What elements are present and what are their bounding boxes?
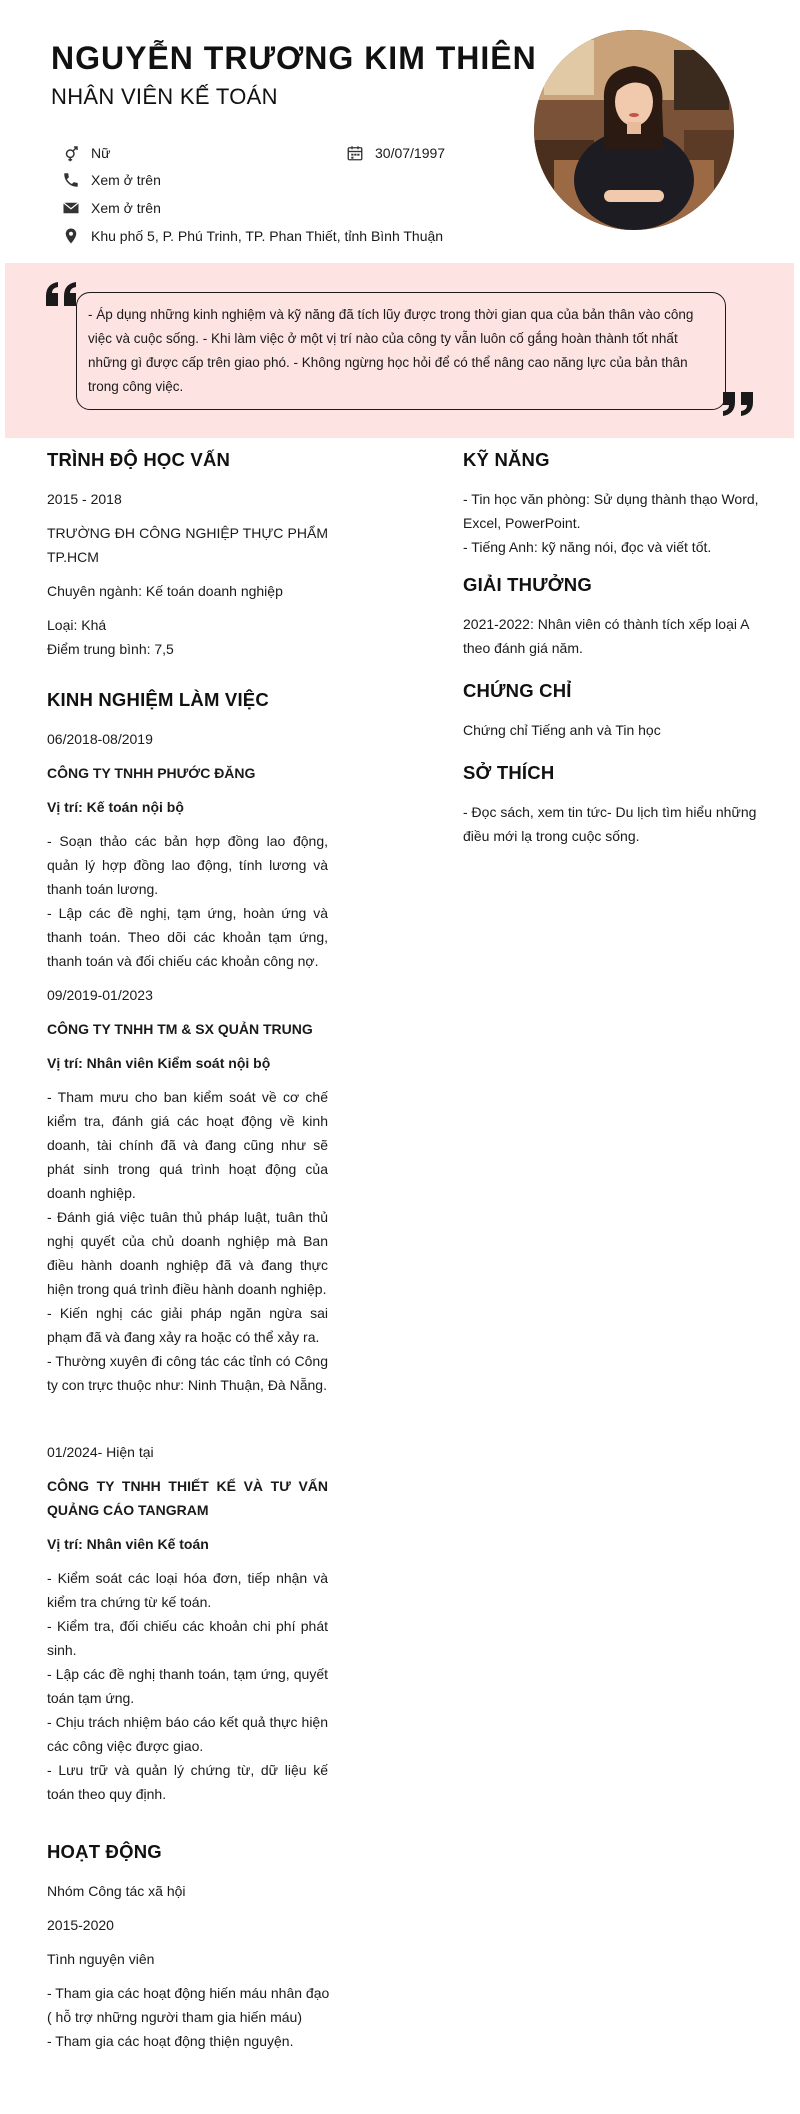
job-1-company: CÔNG TY TNHH PHƯỚC ĐĂNG: [47, 765, 256, 781]
job-2-duties: - Tham mưu cho ban kiểm soát về cơ chế kiểm tra, đánh giá các hoạt động về kinh doanh, tài chính đã và đang cũng như sẽ phát sinh trong quá trình hoạt động của doanh nghiệp. - Đánh giá việc tuân thủ pháp luật, tuân thủ nghị quyết của chủ doanh nghiệp mà Ban điều hành doanh nghiệp đã và đang thực hiện trong quá trình điều hành doanh nghiệp. - Kiến nghị các giải pháp ngăn ngừa sai phạm đã và đang xảy ra hoặc có thể xảy ra. - Thường xuyên đi công tác các tỉnh có Công ty con trực thuộc như: Ninh Thuận, Đà Nẵng.: [47, 1089, 328, 1393]
job-title: NHÂN VIÊN KẾ TOÁN: [51, 84, 278, 109]
hobbies-heading: SỞ THÍCH: [463, 762, 555, 783]
candidate-name: NGUYỄN TRƯƠNG KIM THIÊN: [51, 40, 537, 76]
activities-org: Nhóm Công tác xã hội: [47, 1883, 186, 1899]
phone-value: Xem ở trên: [91, 172, 161, 188]
job-2-position: Vị trí: Nhân viên Kiểm soát nội bộ: [47, 1055, 271, 1071]
education-period: 2015 - 2018: [47, 491, 122, 507]
education-gpa: Điểm trung bình: 7,5: [47, 641, 174, 657]
job-1-period: 06/2018-08/2019: [47, 731, 153, 747]
activities-details: - Tham gia các hoạt động hiến máu nhân đạo ( hỗ trợ những người tham gia hiến máu) - Tham gia các hoạt động thiện nguyện.: [47, 1985, 330, 2049]
skills-heading: KỸ NĂNG: [463, 449, 550, 470]
info-address: [60, 226, 443, 246]
phone-icon: [60, 170, 82, 190]
gender-icon: [60, 143, 82, 163]
activities-heading: HOẠT ĐỘNG: [47, 1841, 162, 1862]
avatar: [534, 30, 734, 230]
certificates-heading: CHỨNG CHỈ: [463, 680, 572, 701]
address-value: Khu phố 5, P. Phú Trinh, TP. Phan Thiết, tỉnh Bình Thuận: [91, 228, 444, 244]
info-birthday: [344, 143, 445, 163]
hobbies-text: - Đọc sách, xem tin tức- Du lịch tìm hiểu những điều mới lạ trong cuộc sống.: [463, 804, 757, 844]
location-icon: [60, 226, 82, 246]
skills-text: - Tin học văn phòng: Sử dụng thành thạo Word, Excel, PowerPoint. - Tiếng Anh: kỹ năng nói, đọc và viết tốt.: [463, 491, 759, 555]
info-gender: [60, 143, 110, 163]
quote-close-icon: [719, 390, 755, 418]
certificates-text: Chứng chỉ Tiếng anh và Tin học: [463, 722, 661, 738]
cv-header: [0, 0, 800, 262]
activities-role: Tình nguyện viên: [47, 1951, 155, 1967]
avatar-photo: [534, 30, 734, 230]
job-2-company: CÔNG TY TNHH TM & SX QUẢN TRUNG: [47, 1021, 313, 1037]
education-rank: Loại: Khá: [47, 617, 107, 633]
education-heading: TRÌNH ĐỘ HỌC VẤN: [47, 449, 231, 470]
info-phone: [60, 170, 161, 190]
experience-heading: KINH NGHIỆM LÀM VIỆC: [47, 689, 269, 710]
job-3-company: CÔNG TY TNHH THIẾT KẾ VÀ TƯ VẤN QUẢNG CÁO TANGRAM: [47, 1478, 328, 1518]
education-school: TRƯỜNG ĐH CÔNG NGHIỆP THỰC PHẨM TP.HCM: [47, 525, 328, 565]
awards-heading: GIẢI THƯỞNG: [463, 574, 592, 595]
activities-period: 2015-2020: [47, 1917, 114, 1933]
job-3-period: 01/2024- Hiện tại: [47, 1444, 154, 1460]
job-3-duties: - Kiểm soát các loại hóa đơn, tiếp nhận và kiểm tra chứng từ kế toán. - Kiểm tra, đối chiếu các khoản chi phí phát sinh. - Lập các đề nghị thanh toán, tạm ứng, quyết toán tạm ứng. - Chịu trách nhiệm báo cáo kết quả thực hiện các công việc được giao. - Lưu trữ và quản lý chứng từ, dữ liệu kế toán theo quy định.: [47, 1570, 328, 1802]
quote-open-icon: [44, 280, 80, 308]
job-1-position: Vị trí: Kế toán nội bộ: [47, 799, 184, 815]
job-2-period: 09/2019-01/2023: [47, 987, 153, 1003]
objective-text: - Áp dụng những kinh nghiệm và kỹ năng đã tích lũy được trong thời gian qua của bản thân vào công việc và cuộc sống. - Khi làm việc ở một vị trí nào của công ty vẫn luôn cố gắng hoàn thành tốt nhất những gì được cấp trên giao phó. - Không ngừng học hỏi để có thể nâng cao năng lực của bản thân trong công việc.: [88, 307, 694, 394]
job-1-duties: - Soạn thảo các bản hợp đồng lao động, quản lý hợp đồng lao động, tính lương và thanh toán lương. - Lập các đề nghị, tạm ứng, hoàn ứng và thanh toán. Theo dõi các khoản tạm ứng, thanh toán và đối chiếu các khoản công nợ.: [47, 833, 328, 969]
birthday-value: 30/07/1997: [375, 145, 446, 161]
email-value: Xem ở trên: [91, 200, 161, 216]
info-email: [60, 198, 161, 218]
calendar-icon: [344, 143, 366, 163]
gender-value: Nữ: [91, 145, 111, 161]
awards-text: 2021-2022: Nhân viên có thành tích xếp loại A theo đánh giá năm.: [463, 616, 749, 656]
job-3-position: Vị trí: Nhân viên Kế toán: [47, 1536, 209, 1552]
education-major: Chuyên ngành: Kế toán doanh nghiệp: [47, 583, 283, 599]
email-icon: [60, 198, 82, 218]
